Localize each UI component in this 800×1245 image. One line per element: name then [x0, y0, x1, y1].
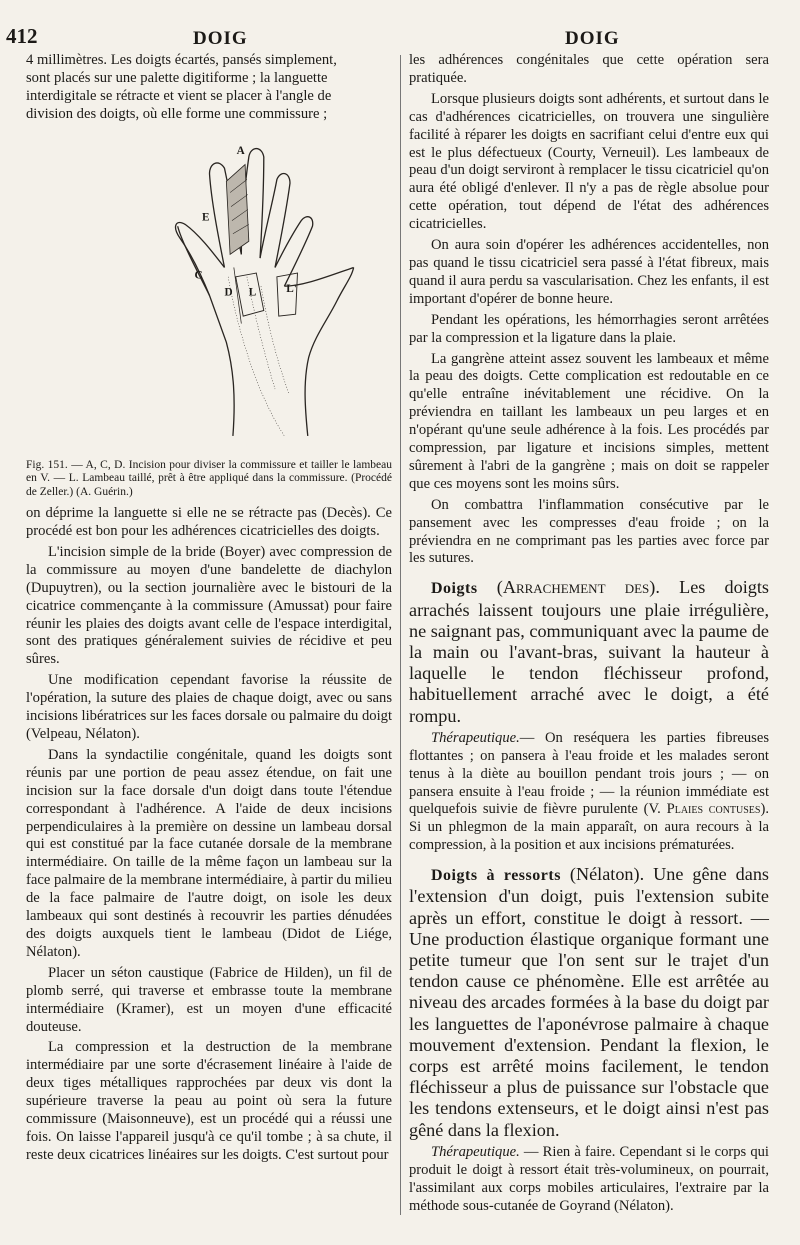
paragraph: les adhérences congénitales que cette opération sera pratiquée.: [409, 52, 769, 86]
therapeutique-label: Thérapeutique.: [431, 1143, 520, 1160]
paragraph: Pendant les opérations, les hémorrhagies seront arrêtées par la compression et la ligature dans la plaie.: [409, 311, 769, 346]
column-divider: [400, 55, 401, 1215]
figure-151: [26, 126, 392, 451]
entry-heading: Doigts à ressorts: [431, 867, 561, 885]
fig-label-a: A: [236, 144, 245, 157]
page-header: [0, 0, 800, 50]
paragraph: La gangrène atteint assez souvent les lambeaux et même la peau des doigts. Cette complication est redoutable en ce qu'elle entraîne inévitablement une récidive. On la préviendra en taillant les lambeaux un peu larges et en n'opérant qu'une seule adhérence à la fois. Les procédés par compression, par ligature et incisions simples, mettent sûrement à l'abri de la gangrène ; mais on doit se rappeler que ces moyens sont les moins sûrs.: [409, 350, 769, 492]
fig-label-l: L: [248, 286, 257, 299]
right-column: [409, 52, 769, 1215]
text-line: interdigitale se rétracte et vient se placer à l'angle de: [26, 87, 332, 104]
page-number: 412: [6, 24, 38, 48]
therapeutique-text: — On reséquera les parties fibreuses flottantes ; on pansera à l'eau froide et les malades seront tenus à la diète au bouillon pendant trois jours ; — on pansera ensuite à l'eau froide ; — la réunion immédiate est quelquefois suivie de fièvre purulente (V.: [409, 729, 769, 818]
figure-caption: Fig. 151. — A, C, D. Incision pour diviser la commissure et tailler le lambeau en V. — L. Lambeau taillé, prêt à être appliqué dans la commissure. (Procédé de Zeller.) (A. Guérin.): [26, 458, 392, 498]
paragraph: Placer un séton caustique (Fabrice de Hilden), un fil de plomb serré, qui traverse et embrasse toute la membrane intermédiaire (Kramer), est un moyen d'une efficacité douteuse.: [26, 964, 392, 1035]
therapeutique-paragraph: [409, 1144, 769, 1216]
entry-body: Les doigts arrachés laissent toujours une plaie irrégulière, ne saignant pas, communiquant avec la paume de la main ou l'avant-bras, suivant la hauteur à laquelle le tendon fléchisseur profond, habituellement arraché avec le doigt, a été rompu.: [409, 577, 769, 726]
paragraph: On combattra l'inflammation consécutive par le pansement avec les compresses d'eau froide ; on la préviendra en ne comprimant pas les parties avec force par les sutures.: [409, 496, 769, 567]
paragraph: on déprime la languette si elle ne se rétracte pas (Decès). Ce procédé est bon pour les adhérences cicatricielles des doigts.: [26, 505, 392, 540]
therapeutique-label: Thérapeutique.: [431, 729, 520, 746]
text-line: division des doigts, où elle forme une commissure ;: [26, 105, 328, 122]
fig-label-e: E: [202, 211, 210, 224]
cross-reference: Plaies contuses: [666, 801, 761, 818]
left-column: [26, 52, 392, 1165]
text-line: 4 millimètres. Les doigts écartés, pansés simplement,: [26, 52, 337, 68]
fig-label-c: C: [194, 269, 203, 282]
paragraph: Lorsque plusieurs doigts sont adhérents, et surtout dans le cas d'adhérences cicatricielles, on trouvera une singulière facilité à réparer les doigts en sacrifiant celui d'entre eux qui est le plus défectueux (Courty, Verneuil). Les lambeaux de peau d'un doigt serviront à remplacer le tissu cicatriciel qu'on aura été obligé d'enlever. Il n'y a pas de règle absolue pour cette opération, tout dépend de l'état des adhérences cicatricielles.: [409, 90, 769, 233]
paragraph: La compression et la destruction de la membrane intermédiaire par une sorte d'écrasement linéaire à l'aide de deux tiges métalliques rapprochées par deux vis dont la supérieure traverse la peau au point où sera la future commissure (Maisonneuve), est un procédé qui a réussi une fois. On laisse l'appareil jusqu'à ce qu'il tombe ; à sa chute, il reste deux cicatrices linéaires sur les doigts. C'est surtout pour: [26, 1039, 392, 1163]
entry-heading: Doigts: [431, 580, 478, 598]
entry-arrachement: [409, 577, 769, 726]
therapeutique-text: ). Si un phlegmon de la main apparaît, on aura recours à la compression, à la position et aux incisions prématurées.: [409, 801, 769, 854]
entry-ressorts: [409, 864, 769, 1141]
paragraph: On aura soin d'opérer les adhérences accidentelles, non pas quand le tissu cicatriciel sera passé à l'état fibreux, mais quand il aura perdu sa vascularisation. Chez les enfants, il est important d'opérer de bonne heure.: [409, 237, 769, 307]
paragraph: L'incision simple de la bride (Boyer) avec compression de la commissure au moyen d'une bandelette de diachylon (Dupuytren), ou la section journalière avec le bistouri de la cicatrice commençante à la commissure (Amussat) pour faire réunir les plaies des doigts avant celle de l'espace interdigital, sont des pratiques généralement suivies de récidive et peu sûres.: [26, 543, 392, 668]
fig-label-d: D: [224, 286, 233, 299]
paragraph: Dans la syndactilie congénitale, quand les doigts sont réunis par une portion de peau assez étendue, on fait une incision sur la face dorsale d'un doigt dans toute l'étendue correspondant à l'adhérence. A l'aide de deux incisions perpendiculaires à la première on dessine un lambeau dorsal qui est constitué par la face cutanée dorsale de la membrane intermédiaire. On taille de la même façon un lambeau sur la face palmaire de la membrane intermédiaire, à partir du milieu de la face palmaire de l'autre doigt, on isole les deux lambeaux qui sont destinés à recouvrir les parties dénudées des doigts auxquels tient le lambeau (Didot de Liége, Nélaton).: [26, 746, 392, 960]
therapeutique-text: — Rien à faire. Cependant si le corps qui produit le doigt à ressort était très-volumineux, on pourrait, l'assimilant aux corps mobiles articulaires, l'extraire par la méthode sous-cutanée de Goyrand (Nélaton).: [409, 1143, 769, 1214]
fig-label-l-prime: L': [286, 282, 297, 295]
text-line: sont placés sur une palette digitiforme ; la languette: [26, 69, 328, 86]
therapeutique-paragraph: [409, 730, 769, 855]
entry-heading-paren: (Arrachement des).: [496, 577, 660, 598]
paragraph: Une modification cependant favorise la réussite de l'opération, la suture des plaies de chaque doigt, avec ou sans incisions libératrices sur les faces dorsale ou palmaire du doigt (Velpeau, Nélaton).: [26, 672, 392, 742]
running-head-right: DOIG: [565, 28, 620, 49]
hand-illustration: [144, 126, 392, 451]
running-head-left: DOIG: [193, 28, 248, 49]
entry-body: (Nélaton). Une gêne dans l'extension d'un doigt, puis l'extension subite après un effort, constitue le doigt à ressort. — Une production élastique organique formant une petite tumeur que l'on sent sur le trajet d'un tendon cause ce phénomène. Elle est arrêtée au niveau des arcades formées à la base du doigt par les languettes de l'aponévrose palmaire à chaque mouvement d'extension. Pendant la flexion, le corps est arrêté moins facilement, le tendon fléchisseur a plus de puissance sur l'obstacle que les tendons extenseurs, et le doigt ainsi n'est pas gêné dans la flexion.: [409, 864, 769, 1140]
